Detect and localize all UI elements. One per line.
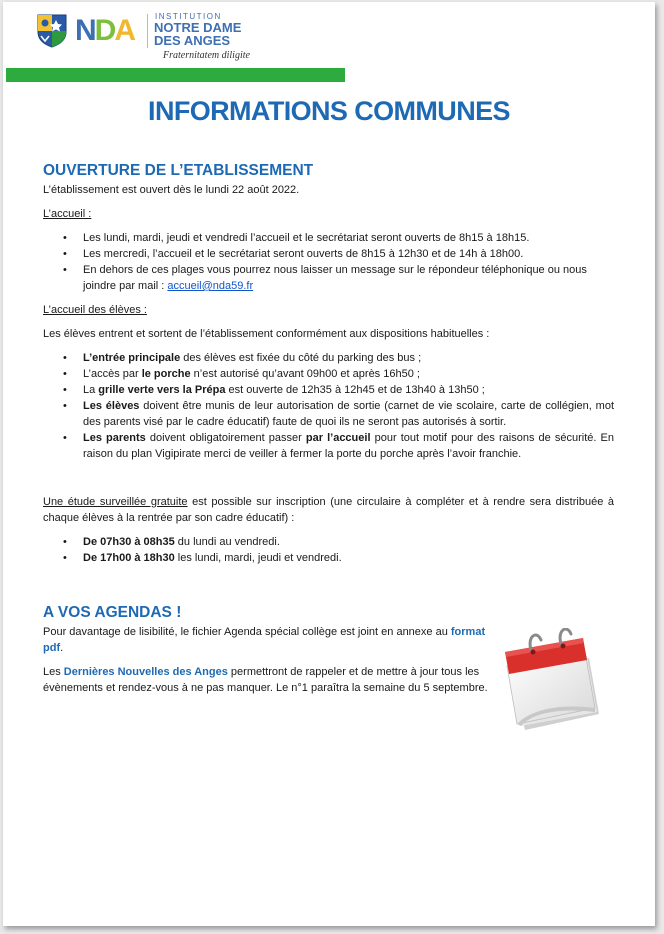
- etude-list: [43, 534, 614, 566]
- institution-name: [154, 21, 264, 47]
- agenda-paragraph-1: Pour davantage de lisibilité, le fichier Agenda spécial collège est joint en annexe au format pdf.: [43, 626, 486, 654]
- institution-label: INSTITUTION: [155, 12, 222, 21]
- motto: Fraternitatem diligite: [163, 50, 250, 61]
- pdf-format-link[interactable]: format pdf: [43, 626, 486, 654]
- opening-date-text: L’établissement est ouvert dès le lundi 22 août 2022.: [43, 184, 300, 196]
- email-link[interactable]: accueil@nda59.fr: [167, 280, 254, 292]
- page-title: INFORMATIONS COMMUNES: [148, 96, 510, 126]
- section-heading-ouverture: OUVERTURE DE L’ETABLISSEMENT: [43, 162, 314, 179]
- list-item: • En dehors de ces plages vous pourrez nous laisser un message sur le répondeur téléphonique ou nous joindre par mail : accueil@nda59.fr: [63, 264, 587, 292]
- list-item: • La grille verte vers la Prépa est ouverte de 12h35 à 12h45 et de 13h40 à 13h50 ;: [63, 384, 485, 396]
- institution-name-line2: DES ANGES: [154, 33, 231, 48]
- newsletter-name: Dernières Nouvelles des Anges: [63, 666, 228, 678]
- header-green-bar: [6, 68, 345, 82]
- main-content: [43, 160, 614, 696]
- list-item: • L’accès par le porche n’est autorisé qu’avant 09h00 et après 16h50 ;: [63, 368, 420, 380]
- agenda-paragraph-2: Les Dernières Nouvelles des Anges permettront de rappeler et de mettre à jour tous les évènements et rendez-vous à ne pas manquer. Le n°1 paraîtra la semaine du 5 septembre.: [43, 666, 488, 694]
- school-crest-icon: [37, 14, 67, 48]
- etude-paragraph: Une étude surveillée gratuite est possible sur inscription (une circulaire à compléter et à rendre sera distribuée à chaque élèves à la rentrée par son cadre éducatif) :: [43, 496, 614, 524]
- list-item: • De 07h30 à 08h35 du lundi au vendredi.: [63, 536, 280, 548]
- list-item: • Les élèves doivent être munis de leur autorisation de sortie (carnet de vie scolaire, carte de collégien, mot des parents visé par le cadre éducatif) faute de quoi ils ne seront pas autorisés à sortir.: [63, 400, 615, 428]
- document-page: [3, 2, 655, 926]
- logo-letter-d: D: [94, 14, 115, 47]
- institution-name-line1: NOTRE DAME: [154, 20, 242, 35]
- list-item: • Les lundi, mardi, jeudi et vendredi l’accueil et le secrétariat seront ouverts de 8h15 à 18h15.: [63, 232, 530, 244]
- eleves-intro: Les élèves entrent et sortent de l’établissement conformément aux dispositions habituelles :: [43, 328, 490, 340]
- accueil-heading: L’accueil :: [43, 208, 92, 220]
- nda-logo: [75, 12, 134, 50]
- eleves-list: [43, 350, 614, 462]
- logo-divider: [147, 14, 148, 48]
- list-item: • Les parents doivent obligatoirement passer par l’accueil pour tout motif pour des raisons de sécurité. En raison du plan Vigipirate merci de veiller à fermer la porte du porche après l’avoir franchie.: [63, 432, 614, 460]
- accueil-list: [43, 230, 614, 294]
- logo-letter-n: N: [75, 14, 95, 47]
- logo-letter-a: A: [114, 14, 135, 47]
- eleves-heading: L’accueil des élèves :: [43, 304, 147, 316]
- list-item: • L’entrée principale des élèves est fixée du côté du parking des bus ;: [63, 352, 422, 364]
- list-item: • Les mercredi, l’accueil et le secrétariat seront ouverts de 8h15 à 12h30 et de 14h à 18h00.: [63, 248, 524, 260]
- calendar-icon: [503, 628, 603, 732]
- list-item: • De 17h00 à 18h30 les lundi, mardi, jeudi et vendredi.: [63, 552, 342, 564]
- section-heading-agendas: A VOS AGENDAS !: [43, 604, 182, 621]
